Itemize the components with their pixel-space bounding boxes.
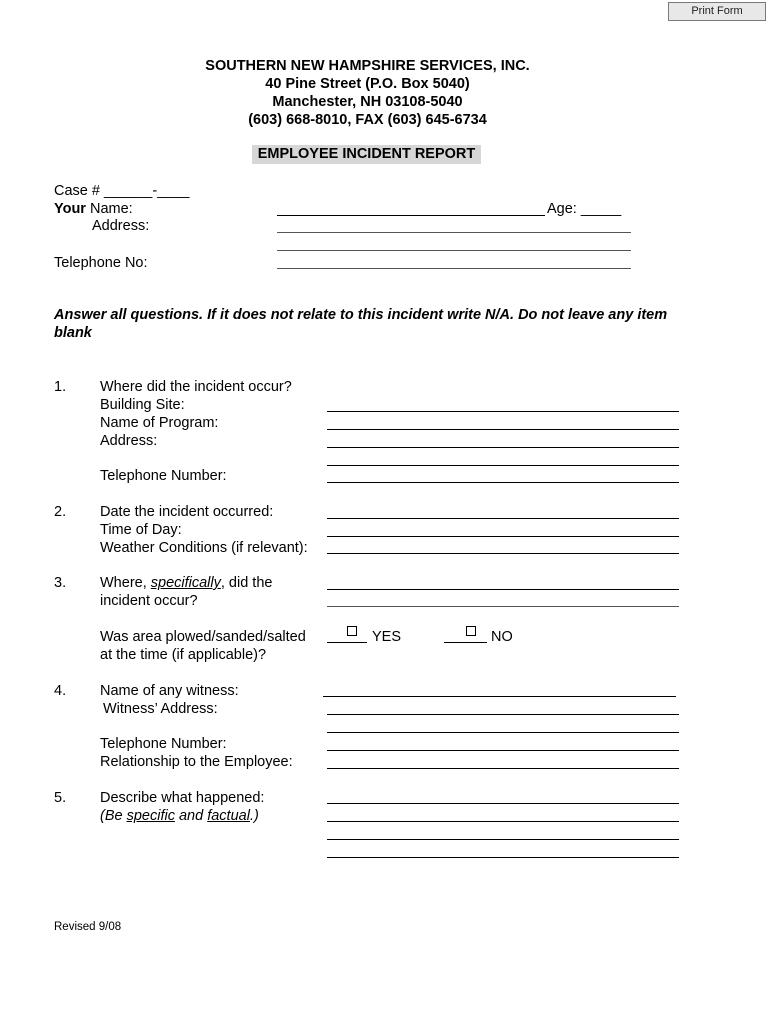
relationship-field[interactable] bbox=[327, 768, 679, 769]
case-label: Case # bbox=[54, 183, 100, 199]
age-field[interactable]: _____ bbox=[580, 201, 622, 217]
yes-label: YES bbox=[372, 629, 402, 645]
case-number-label bbox=[54, 182, 189, 200]
address-field-line-1[interactable] bbox=[277, 232, 631, 233]
name-label-row bbox=[54, 200, 133, 218]
description-field-4[interactable] bbox=[327, 857, 679, 858]
witness-address-label: Witness’ Address: bbox=[103, 701, 218, 717]
form-title: EMPLOYEE INCIDENT REPORT bbox=[252, 145, 481, 164]
witness-name-field[interactable] bbox=[323, 696, 676, 697]
where-field-1[interactable] bbox=[327, 589, 679, 590]
age-label: Age: bbox=[547, 201, 577, 217]
weather-label: Weather Conditions (if relevant): bbox=[100, 540, 308, 556]
case-number-field[interactable]: ______-____ bbox=[103, 183, 190, 199]
where-field-2[interactable] bbox=[327, 606, 679, 607]
name-label: Name: bbox=[89, 201, 133, 217]
yes-checkbox[interactable] bbox=[347, 626, 357, 636]
no-blank[interactable] bbox=[444, 642, 487, 643]
your-label: Your bbox=[54, 201, 86, 217]
program-name-field[interactable] bbox=[327, 429, 679, 430]
describe-hint: (Be specific and factual.) bbox=[100, 808, 259, 824]
org-name: SOUTHERN NEW HAMPSHIRE SERVICES, INC. bbox=[205, 58, 530, 74]
name-field[interactable] bbox=[277, 215, 545, 216]
q2-number: 2. bbox=[54, 504, 67, 520]
q5-number: 5. bbox=[54, 790, 67, 806]
instructions: Answer all questions. If it does not relate to this incident write N/A. Do not leave any item blank bbox=[54, 307, 668, 341]
site-address-label: Address: bbox=[100, 433, 158, 449]
site-address-field-1[interactable] bbox=[327, 447, 679, 448]
witness-telephone-label: Telephone Number: bbox=[100, 736, 227, 752]
description-field-2[interactable] bbox=[327, 821, 679, 822]
no-checkbox[interactable] bbox=[466, 626, 476, 636]
witness-address-field-1[interactable] bbox=[327, 714, 679, 715]
description-field-1[interactable] bbox=[327, 803, 679, 804]
print-form-button[interactable]: Print Form bbox=[668, 2, 766, 21]
no-label: NO bbox=[491, 629, 513, 645]
org-city: Manchester, NH 03108-5040 bbox=[272, 94, 463, 110]
witness-address-field-2[interactable] bbox=[327, 732, 679, 733]
telephone-label: Telephone No: bbox=[54, 255, 148, 271]
org-phone: (603) 668-8010, FAX (603) 645-6734 bbox=[248, 112, 487, 128]
program-name-label: Name of Program: bbox=[100, 415, 219, 431]
plowed-question-line-2: at the time (if applicable)? bbox=[100, 647, 267, 663]
q1-question: Where did the incident occur? bbox=[100, 379, 292, 395]
site-telephone-field[interactable] bbox=[327, 482, 679, 483]
weather-field[interactable] bbox=[327, 553, 679, 554]
address-label: Address: bbox=[92, 218, 150, 234]
address-field-line-2[interactable] bbox=[277, 250, 631, 251]
q3-number: 3. bbox=[54, 575, 67, 591]
describe-label: Describe what happened: bbox=[100, 790, 265, 806]
where-label-line-2: incident occur? bbox=[100, 593, 198, 609]
telephone-field[interactable] bbox=[277, 268, 631, 269]
plowed-question-line-1: Was area plowed/sanded/salted bbox=[100, 629, 306, 645]
incident-date-label: Date the incident occurred: bbox=[100, 504, 274, 520]
org-street: 40 Pine Street (P.O. Box 5040) bbox=[265, 76, 470, 92]
incident-date-field[interactable] bbox=[327, 518, 679, 519]
witness-telephone-field[interactable] bbox=[327, 750, 679, 751]
witness-name-label: Name of any witness: bbox=[100, 683, 239, 699]
q4-number: 4. bbox=[54, 683, 67, 699]
time-of-day-label: Time of Day: bbox=[100, 522, 182, 538]
site-telephone-label: Telephone Number: bbox=[100, 468, 227, 484]
revision-note: Revised 9/08 bbox=[54, 921, 122, 933]
where-specifically-label: Where, specifically, did the bbox=[100, 575, 273, 591]
q1-number: 1. bbox=[54, 379, 67, 395]
relationship-label: Relationship to the Employee: bbox=[100, 754, 293, 770]
building-site-label: Building Site: bbox=[100, 397, 185, 413]
yes-blank[interactable] bbox=[327, 642, 367, 643]
site-address-field-2[interactable] bbox=[327, 465, 679, 466]
time-of-day-field[interactable] bbox=[327, 536, 679, 537]
building-site-field[interactable] bbox=[327, 411, 679, 412]
description-field-3[interactable] bbox=[327, 839, 679, 840]
age-label-row bbox=[547, 200, 621, 218]
